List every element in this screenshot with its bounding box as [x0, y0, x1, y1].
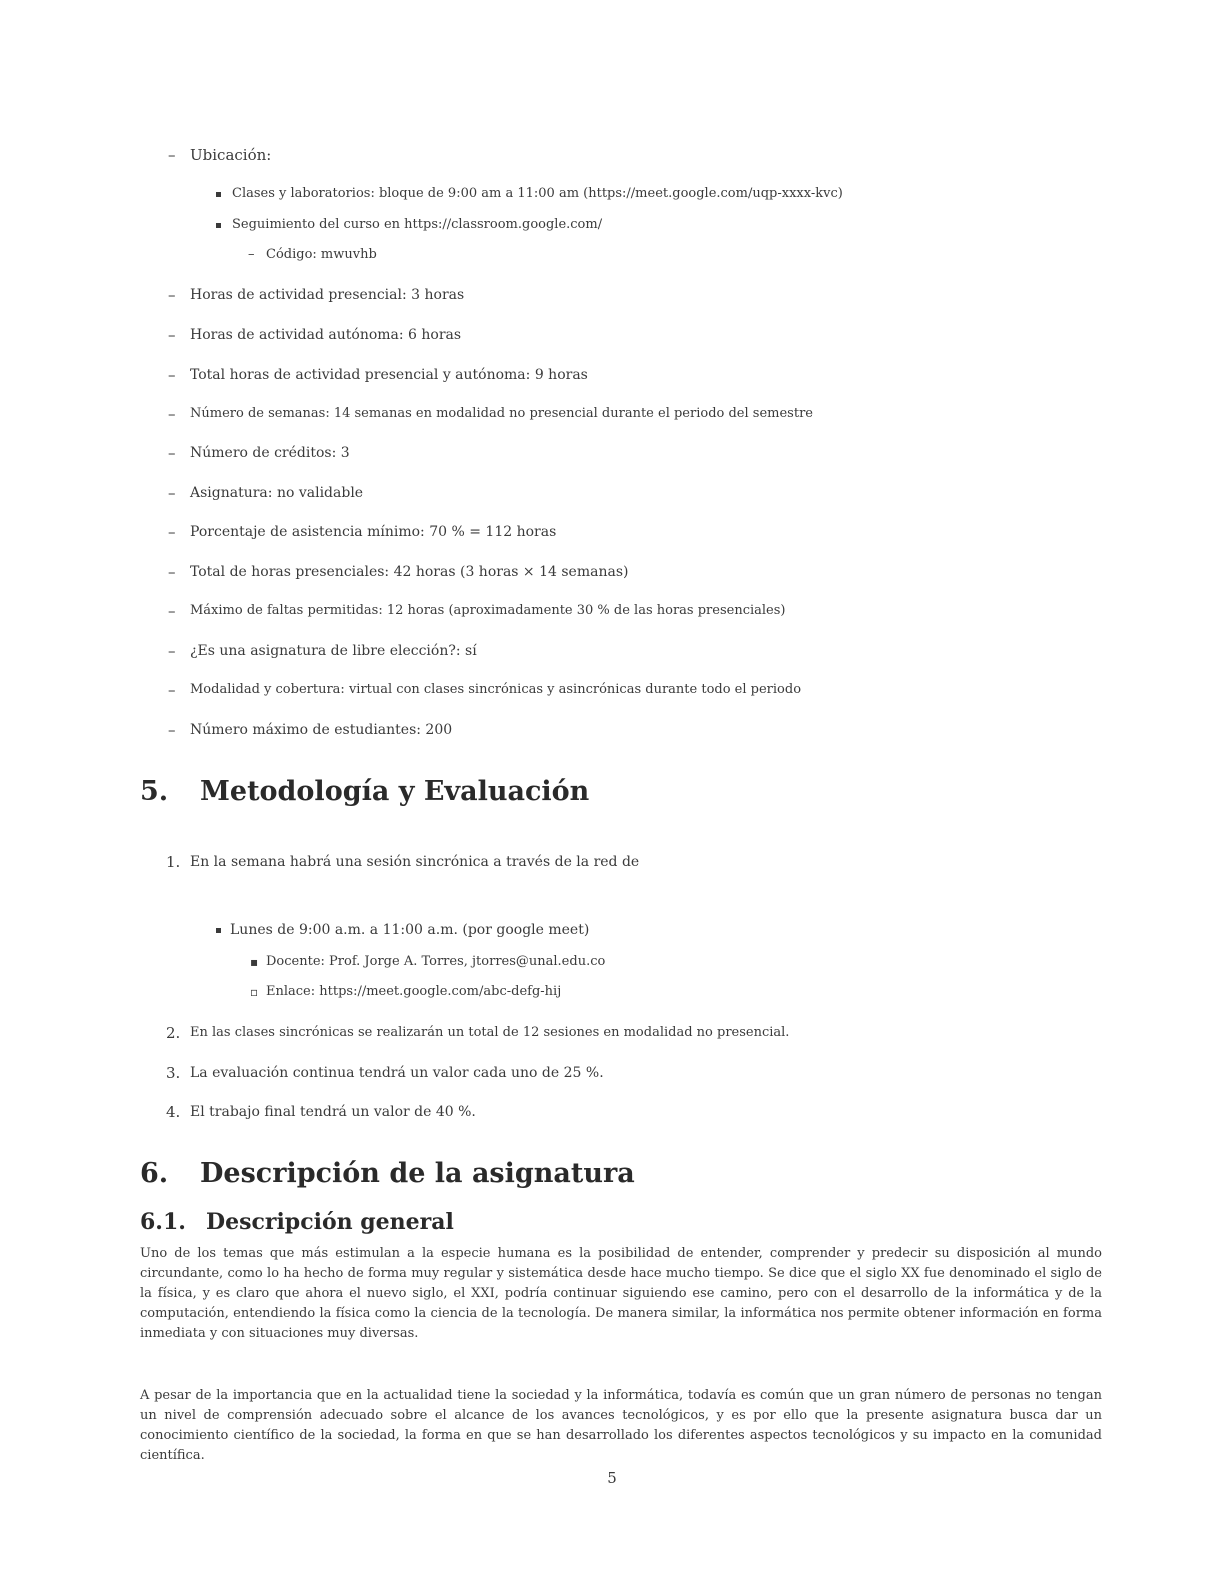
- list-dash: –: [168, 721, 176, 739]
- list-item: Número de créditos: 3: [190, 445, 350, 461]
- subsection-number: 6.1.: [140, 1209, 186, 1235]
- enum-number: 2.: [166, 1024, 181, 1042]
- list-item: Porcentaje de asistencia mínimo: 70 % = 112 horas: [190, 524, 557, 540]
- list-subsubitem: Enlace: https://meet.google.com/abc-defg-hij: [266, 984, 562, 999]
- list-dash: –: [168, 602, 176, 620]
- paragraph-text: A pesar de la importancia que en la actualidad tiene la sociedad y la informática, todavía es común que un gran número de personas no tengan un nivel de comprensión adecuado sobre el alcance de los avances tecnológicos, y es por ello que la presente asignatura busca dar un conocimiento científico de la sociedad, la forma en que se han desarrollado los diferentes aspectos tecnológicos y su impacto en la comunidad científica.: [140, 1388, 1102, 1463]
- list-item: Total horas de actividad presencial y autónoma: 9 horas: [190, 367, 588, 383]
- list-square-bullet: [216, 223, 221, 228]
- list-item: Número máximo de estudiantes: 200: [190, 722, 453, 738]
- section-number: 6.: [140, 1158, 169, 1189]
- list-item: Número de semanas: 14 semanas en modalidad no presencial durante el periodo del semestre: [190, 406, 813, 421]
- paragraph-text: Uno de los temas que más estimulan a la especie humana es la posibilidad de entender, comprender y predecir su disposición al mundo circundante, como lo ha hecho de forma muy regular y sistemática desde hace mucho tiempo. Se dice que el siglo XX fue denominado el siglo de la física, y es claro que ahora el nuevo siglo, el XXI, podría continuar siguiendo ese camino, pero con el desarrollo de la informática y de la computación, entendiendo la física como la ciencia de la tecnología. De manera similar, la informática nos permite obtener información en forma inmediata y con situaciones muy diversas.: [140, 1246, 1102, 1341]
- section-title: Metodología y Evaluación: [200, 776, 590, 807]
- list-dash: –: [168, 405, 176, 423]
- enum-number: 3.: [166, 1064, 181, 1082]
- list-item: Total de horas presenciales: 42 horas (3 horas × 14 semanas): [190, 564, 629, 580]
- list-item: ¿Es una asignatura de libre elección?: sí: [190, 643, 477, 659]
- enum-item: En las clases sincrónicas se realizarán un total de 12 sesiones en modalidad no presencial.: [190, 1025, 790, 1040]
- list-mark: ▪: [250, 955, 259, 969]
- list-dash: –: [168, 563, 176, 581]
- list-dash: –: [168, 642, 176, 660]
- list-subitem: Clases y laboratorios: bloque de 9:00 am a 11:00 am (https://meet.google.com/uqp-xxxx-kvc): [232, 186, 843, 201]
- section-title: Descripción de la asignatura: [200, 1158, 635, 1189]
- list-item: Horas de actividad autónoma: 6 horas: [190, 327, 462, 343]
- enum-item: En la semana habrá una sesión sincrónica a través de la red de: [190, 854, 640, 870]
- list-dash: –: [168, 146, 176, 164]
- list-dash: –: [168, 326, 176, 344]
- body-paragraph: [140, 1386, 1102, 1466]
- list-dash: –: [248, 247, 255, 262]
- list-dash: –: [168, 444, 176, 462]
- list-dash: –: [168, 523, 176, 541]
- body-paragraph: [140, 1244, 1102, 1344]
- enum-item: La evaluación continua tendrá un valor cada uno de 25 %.: [190, 1065, 604, 1081]
- enum-number: 4.: [166, 1103, 181, 1121]
- list-mark: ▫: [250, 985, 259, 999]
- list-subsubitem: Código: mwuvhb: [266, 247, 377, 262]
- list-item: Modalidad y cobertura: virtual con clases sincrónicas y asincrónicas durante todo el periodo: [190, 682, 802, 697]
- section-number: 5.: [140, 776, 169, 807]
- enum-number: 1.: [166, 853, 181, 871]
- page-number: 5: [607, 1469, 617, 1487]
- list-dash: –: [168, 366, 176, 384]
- list-subsubitem: Docente: Prof. Jorge A. Torres, jtorres@unal.edu.co: [266, 954, 606, 969]
- list-item: Asignatura: no validable: [190, 485, 364, 501]
- list-dash: –: [168, 681, 176, 699]
- list-square-bullet: [216, 928, 221, 933]
- list-item: Ubicación:: [190, 146, 272, 164]
- list-subitem: Seguimiento del curso en https://classroom.google.com/: [232, 217, 603, 232]
- enum-item: El trabajo final tendrá un valor de 40 %.: [190, 1104, 476, 1120]
- list-dash: –: [168, 484, 176, 502]
- list-item: Horas de actividad presencial: 3 horas: [190, 287, 465, 303]
- list-dash: –: [168, 286, 176, 304]
- list-square-bullet: [216, 192, 221, 197]
- list-item: Máximo de faltas permitidas: 12 horas (aproximadamente 30 % de las horas presenciales): [190, 603, 786, 618]
- subsection-title: Descripción general: [206, 1209, 454, 1235]
- list-subitem: Lunes de 9:00 a.m. a 11:00 a.m. (por google meet): [230, 922, 590, 938]
